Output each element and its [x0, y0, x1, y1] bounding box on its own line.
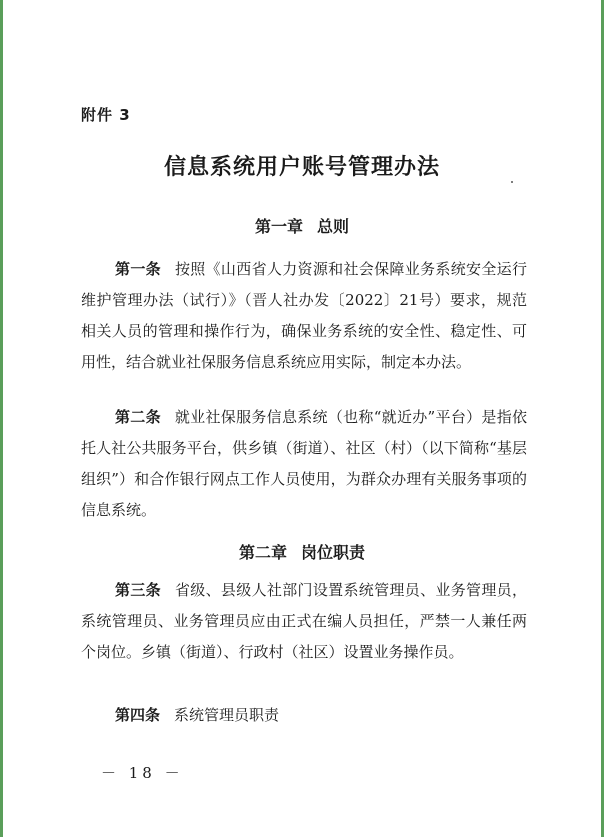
document-title: 信息系统用户账号管理办法: [163, 155, 440, 180]
attachment-label: 附件 3: [81, 106, 131, 124]
article-1-label: 第一条: [115, 260, 161, 278]
chapter-2-name: 岗位职责: [301, 543, 366, 562]
chapter-1-heading: [3, 214, 601, 237]
article-4-text: 系统管理员职责: [174, 706, 280, 724]
chapter-2-heading: [3, 540, 601, 563]
page-number: － 18 －: [101, 764, 184, 782]
article-1-text: 按照《山西省人力资源和社会保障业务系统安全运行维护管理办法（试行）》（晋人社办发〔2022〕21号）要求，规范相关人员的管理和操作行为，确保业务系统的安全性、稳定性、可用性，结合就业社保服务信息系统应用实际，制定本办法。: [81, 260, 527, 371]
margin-mark: [511, 181, 513, 183]
chapter-1-label: 第一章: [254, 217, 303, 236]
article-4-label: 第四条: [115, 706, 161, 724]
article-2: [81, 402, 527, 526]
article-2-label: 第二条: [115, 408, 161, 426]
article-3-text: 省级、县级人社部门设置系统管理员、业务管理员，系统管理员、业务管理员应由正式在编人员担任，严禁一人兼任两个岗位。乡镇（街道）、行政村（社区）设置业务操作员。: [81, 581, 527, 661]
chapter-2-label: 第二章: [238, 543, 287, 562]
article-3-label: 第三条: [115, 581, 161, 599]
article-4: [81, 700, 527, 731]
article-3: [81, 575, 527, 668]
chapter-1-name: 总则: [317, 217, 350, 236]
article-1: [81, 254, 527, 378]
document-page: [3, 0, 601, 837]
article-2-text: 就业社保服务信息系统（也称“就近办”平台）是指依托人社公共服务平台，供乡镇（街道）、社区（村）（以下简称“基层组织”）和合作银行网点工作人员使用，为群众办理有关服务事项的信息系统。: [81, 408, 527, 519]
